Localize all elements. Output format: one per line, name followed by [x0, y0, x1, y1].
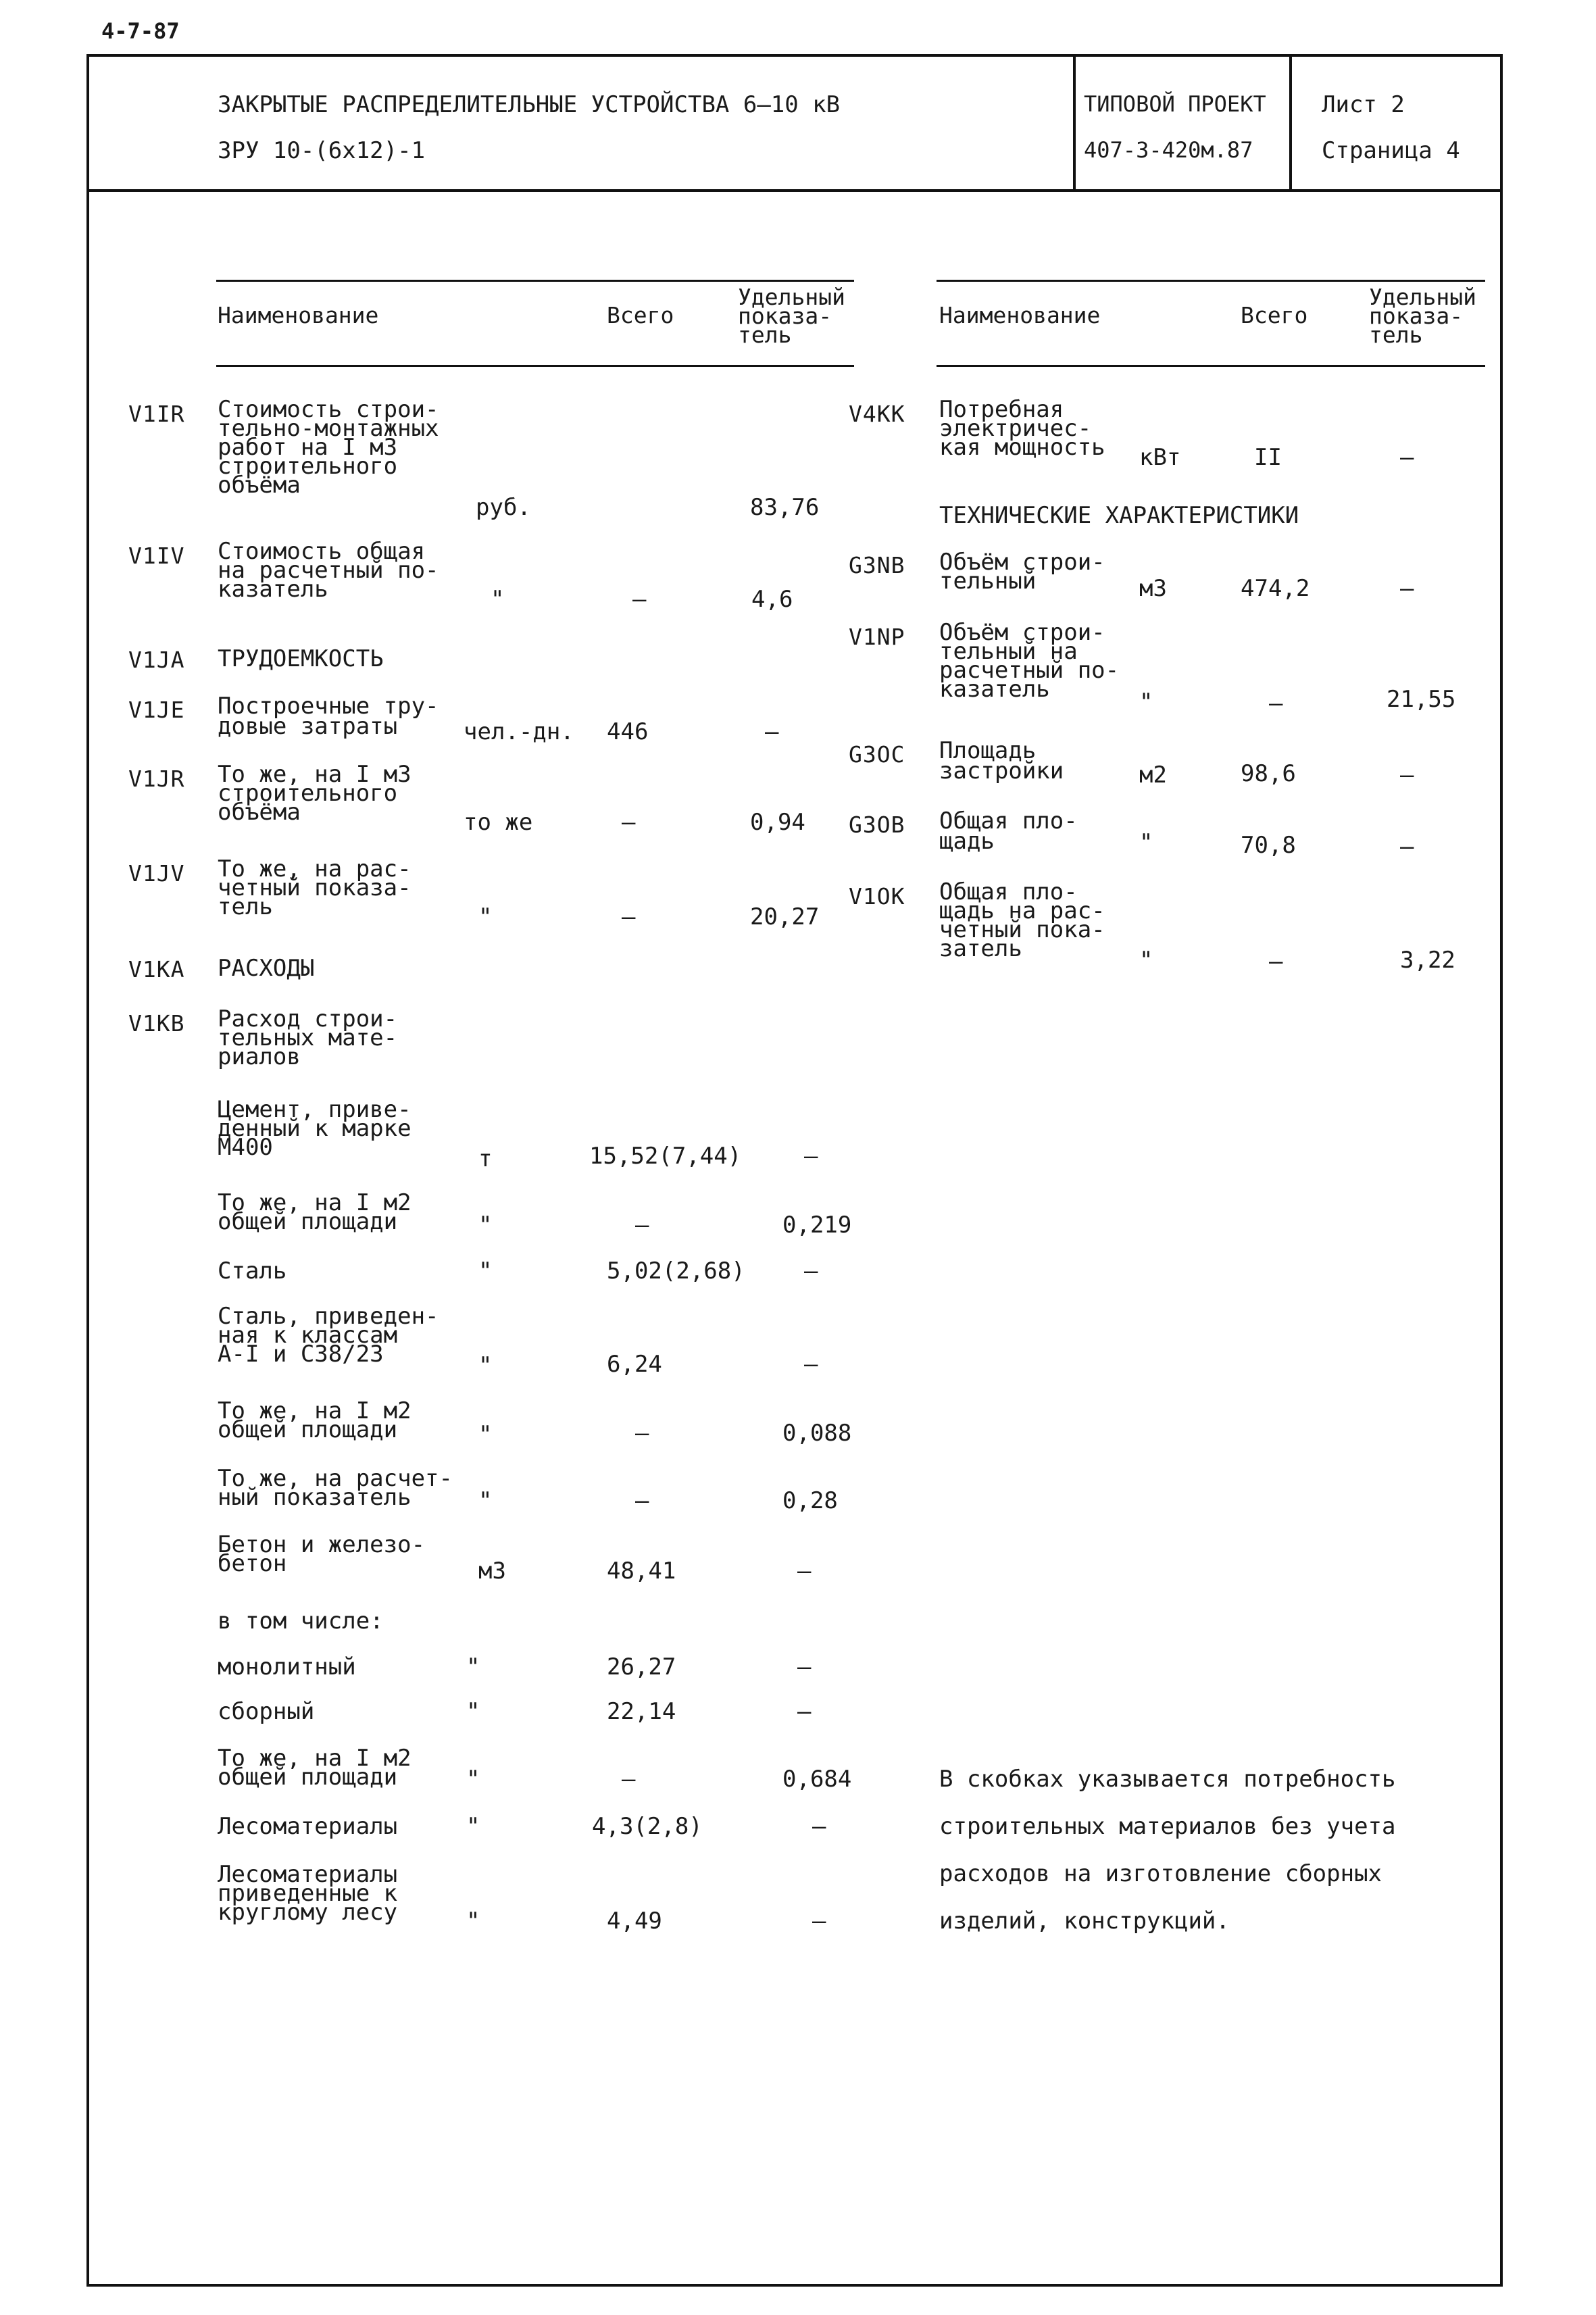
row-code: V1IR: [128, 401, 185, 427]
row-name: То же, на I м3 строительного объёма: [218, 761, 412, 826]
section-heading: ТЕХНИЧЕСКИЕ ХАРАКТЕРИСТИКИ: [939, 502, 1299, 529]
row-unit: ": [466, 1698, 480, 1725]
row-code: V4KK: [849, 401, 905, 427]
note-line: В скобках указывается потребность: [939, 1766, 1396, 1793]
row-code: V1JE: [128, 697, 185, 723]
row-unit: руб.: [476, 494, 531, 521]
row-name: Построечные тру- довые затраты: [218, 693, 439, 740]
row-total: –: [1269, 690, 1283, 717]
note-line: расходов на изготовление сборных: [939, 1860, 1382, 1887]
row-name: То же, на I м2 общей площади: [218, 1745, 412, 1791]
row-specific: 3,22: [1400, 947, 1455, 974]
row-name: Стоимость общая на расчетный по- казатель: [218, 538, 439, 603]
row-specific: 21,55: [1387, 686, 1456, 713]
table-top-rule: [216, 280, 854, 282]
row-specific: –: [804, 1143, 818, 1170]
row-specific: –: [765, 718, 779, 745]
row-unit: ": [491, 586, 505, 613]
section-heading: ТРУДОЕМКОСТЬ: [218, 645, 384, 672]
row-unit: ": [1139, 947, 1153, 974]
row-code: V1OK: [849, 883, 905, 910]
row-name: сборный: [218, 1698, 315, 1725]
project-label: ТИПОВОЙ ПРОЕКТ: [1084, 91, 1266, 117]
stamp-subtitle: ЗРУ 10-(6х12)-1: [218, 137, 426, 164]
column-header-name: Наименование: [218, 302, 379, 328]
row-code: V1JV: [128, 860, 185, 887]
row-name: То же, на расчет- ный показатель: [218, 1465, 453, 1511]
row-name: Сталь, приведен- ная к классам А-I и С38/23: [218, 1303, 439, 1368]
row-name: Цемент, приве- денный к марке М400: [218, 1096, 412, 1161]
row-total: 446: [607, 718, 649, 745]
row-unit: м2: [1139, 762, 1167, 789]
title-block-divider: [86, 189, 1503, 192]
row-total: –: [635, 1487, 649, 1514]
row-unit: кВт: [1139, 444, 1181, 471]
row-name: То же, на I м2 общей площади: [218, 1189, 412, 1235]
row-specific: –: [804, 1258, 818, 1285]
row-total: –: [622, 903, 636, 930]
page-frame: [86, 54, 1503, 2287]
row-specific: 4,6: [751, 586, 793, 613]
section-heading: РАСХОДЫ: [218, 955, 315, 982]
row-code: G3OC: [849, 741, 905, 768]
row-name: Площадь застройки: [939, 737, 1064, 785]
row-name: Лесоматериалы: [218, 1813, 398, 1840]
title-block-separator: [1289, 54, 1292, 189]
table-header-rule: [216, 365, 854, 367]
row-unit: то же: [464, 809, 533, 836]
row-unit: ": [478, 1421, 493, 1448]
row-unit: ": [1139, 689, 1153, 716]
row-specific: 0,94: [750, 809, 805, 836]
row-code: V1KB: [128, 1010, 185, 1037]
title-block-separator: [1073, 54, 1076, 189]
row-total: 26,27: [607, 1653, 676, 1681]
row-name: Сталь: [218, 1258, 287, 1285]
row-name: Стоимость строи- тельно-монтажных работ на I м3 строительного объёма: [218, 396, 439, 499]
row-total: –: [635, 1212, 649, 1239]
row-name: Общая пло- щадь на рас- четный пока- затель: [939, 878, 1105, 962]
row-total: 4,49: [607, 1908, 662, 1935]
row-specific: 20,27: [750, 903, 820, 930]
column-header-name: Наименование: [939, 302, 1101, 328]
row-total: 70,8: [1241, 832, 1296, 859]
row-total: –: [622, 809, 636, 836]
row-total: 98,6: [1241, 760, 1296, 787]
row-unit: ": [466, 1908, 480, 1935]
row-specific: –: [797, 1653, 812, 1681]
row-name: Расход строи- тельных мате- риалов: [218, 1005, 398, 1070]
row-specific: 0,28: [782, 1487, 838, 1514]
column-header-specific: Удельный показа- тель: [738, 284, 845, 348]
row-total: 48,41: [607, 1558, 676, 1585]
row-unit: ": [478, 1212, 493, 1239]
row-total: –: [635, 1420, 649, 1447]
column-header-specific: Удельный показа- тель: [1369, 284, 1476, 348]
row-code: V1JR: [128, 766, 185, 792]
stamp-title: ЗАКРЫТЫЕ РАСПРЕДЕЛИТЕЛЬНЫЕ УСТРОЙСТВА 6–10 кВ: [218, 91, 841, 118]
row-name: в том числе:: [218, 1608, 384, 1635]
row-specific: –: [797, 1698, 812, 1725]
row-specific: –: [1400, 575, 1414, 602]
row-name: монолитный: [218, 1653, 356, 1681]
row-specific: –: [812, 1908, 826, 1935]
row-name: Бетон и железо- бетон: [218, 1531, 426, 1577]
row-code: V1IV: [128, 543, 185, 569]
sheet-number: Лист 2: [1322, 91, 1405, 118]
row-name: То же, на рас- четный показа- тель: [218, 855, 412, 920]
row-total: 6,24: [607, 1351, 662, 1378]
row-unit: ": [466, 1813, 480, 1840]
row-name: Объём строи- тельный: [939, 549, 1105, 595]
column-header-total: Всего: [1241, 302, 1308, 328]
row-name: Общая пло- щадь: [939, 807, 1078, 855]
row-total: 4,3(2,8): [592, 1813, 703, 1840]
row-specific: –: [812, 1813, 826, 1840]
row-specific: –: [1400, 444, 1414, 471]
row-unit: ": [466, 1653, 480, 1681]
row-name: Объём строи- тельный на расчетный по- казатель: [939, 619, 1120, 703]
row-total: II: [1254, 444, 1282, 471]
document-code: 4-7-87: [101, 18, 180, 44]
row-name: Лесоматериалы приведенные к круглому лесу: [218, 1861, 398, 1926]
row-total: –: [632, 586, 647, 613]
row-unit: ": [478, 1487, 493, 1514]
row-specific: 0,684: [782, 1766, 852, 1793]
row-unit: ": [478, 903, 493, 930]
row-specific: –: [1400, 833, 1414, 860]
row-specific: 0,088: [782, 1420, 852, 1447]
row-total: 5,02(2,68): [607, 1258, 745, 1285]
project-number: 407-3-420м.87: [1084, 137, 1253, 163]
row-specific: 0,219: [782, 1212, 852, 1239]
row-unit: ": [1139, 829, 1153, 856]
row-unit: т: [478, 1145, 493, 1172]
row-total: –: [622, 1766, 636, 1793]
column-header-total: Всего: [607, 302, 674, 328]
row-specific: –: [1400, 762, 1414, 789]
row-unit: м3: [1139, 575, 1167, 602]
row-name: То же, на I м2 общей площади: [218, 1397, 412, 1443]
row-specific: –: [797, 1558, 812, 1585]
row-unit: ": [478, 1352, 493, 1379]
row-unit: м3: [478, 1558, 506, 1585]
row-unit: ": [466, 1766, 480, 1793]
table-top-rule: [937, 280, 1485, 282]
row-code: G3OB: [849, 812, 905, 838]
row-code: V1NP: [849, 624, 905, 650]
row-specific: 83,76: [750, 494, 820, 521]
row-total: 22,14: [607, 1698, 676, 1725]
row-name: Потребная электричес- кая мощность: [939, 396, 1105, 461]
row-code: G3NB: [849, 552, 905, 578]
row-code: V1JA: [128, 647, 185, 673]
row-unit: ": [478, 1258, 493, 1285]
table-header-rule: [937, 365, 1485, 367]
row-total: 474,2: [1241, 575, 1310, 602]
note-line: строительных материалов без учета: [939, 1813, 1396, 1840]
row-code: V1KA: [128, 956, 185, 982]
note-line: изделий, конструкций.: [939, 1908, 1230, 1935]
row-specific: –: [804, 1351, 818, 1378]
row-total: 15,52(7,44): [589, 1143, 742, 1170]
row-unit: чел.-дн.: [464, 718, 574, 745]
row-total: –: [1269, 948, 1283, 975]
page-number: Страница 4: [1322, 137, 1460, 164]
